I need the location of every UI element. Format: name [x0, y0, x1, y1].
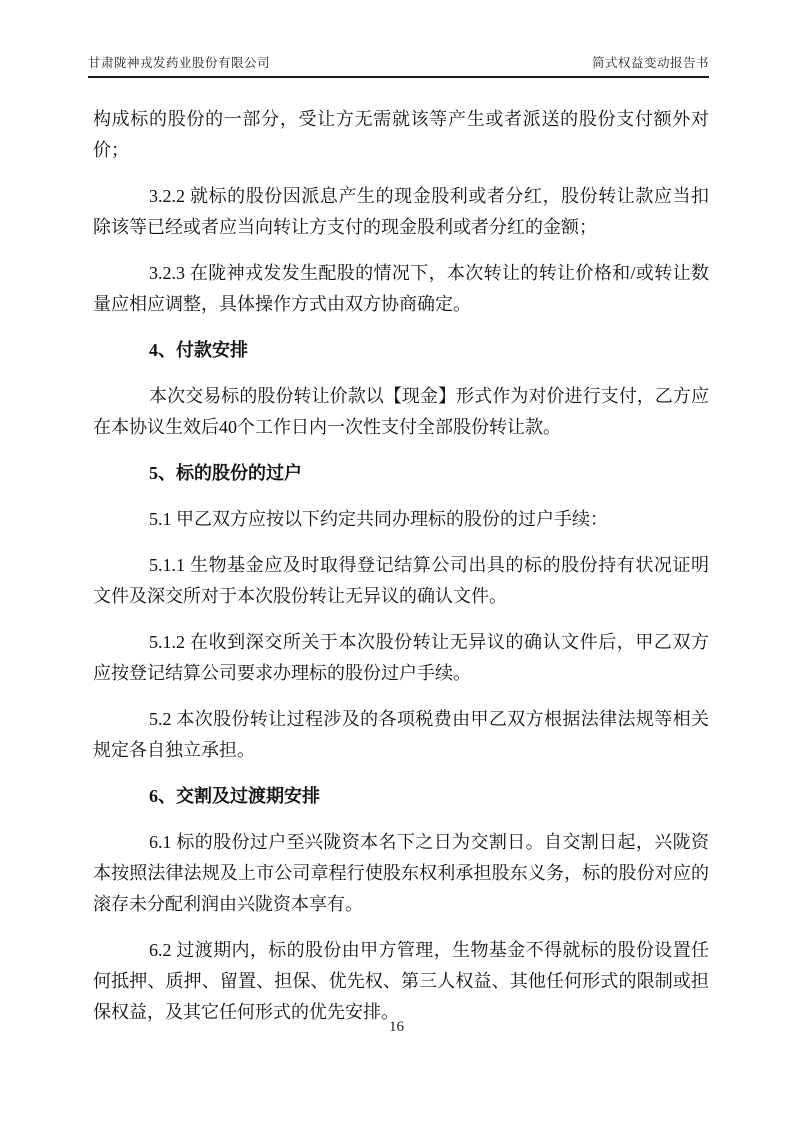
header-company-name: 甘肃陇神戎发药业股份有限公司 — [88, 56, 271, 70]
page-footer — [0, 1019, 793, 1036]
document-paragraph: 3.2.2 就标的股份因派息产生的现金股利或者分红，股份转让款应当扣除该等已经或者应当向转让方支付的现金股利或者分红的金额； — [93, 186, 709, 237]
page-number: 16 — [389, 1019, 404, 1035]
document-paragraph: 5.2 本次股份转让过程涉及的各项税费由甲乙双方根据法律法规等相关规定各自独立承担。 — [93, 709, 709, 760]
document-paragraph: 5.1 甲乙双方应按以下约定共同办理标的股份的过户手续： — [149, 509, 608, 529]
document-paragraph: 构成标的股份的一部分，受让方无需就该等产生或者派送的股份支付额外对价； — [93, 109, 709, 160]
document-paragraph: 6.2 过渡期内，标的股份由甲方管理，生物基金不得就标的股份设置任何抵押、质押、留置、担保、优先权、第三人权益、其他任何形式的限制或担保权益，及其它任何形式的优先安排。 — [93, 940, 709, 1022]
section-heading: 4、付款安排 — [149, 340, 248, 360]
document-paragraph: 5.1.1 生物基金应及时取得登记结算公司出具的标的股份持有状况证明文件及深交所对于本次股份转让无异议的确认文件。 — [93, 555, 709, 606]
page-header — [88, 53, 709, 78]
document-paragraph: 5.1.2 在收到深交所关于本次股份转让无异议的确认文件后，甲乙双方应按登记结算公司要求办理标的股份过户手续。 — [93, 632, 709, 683]
document-paragraph: 6.1 标的股份过户至兴陇资本名下之日为交割日。自交割日起，兴陇资本按照法律法规及上市公司章程行使股东权利承担股东义务，标的股份对应的滚存未分配利润由兴陇资本享有。 — [93, 832, 709, 914]
section-heading: 5、标的股份的过户 — [149, 463, 302, 483]
document-paragraph: 3.2.3 在陇神戎发发生配股的情况下，本次转让的转让价格和/或转让数量应相应调整，具体操作方式由双方协商确定。 — [93, 263, 709, 314]
section-heading: 6、交割及过渡期安排 — [149, 786, 320, 806]
header-report-title: 简式权益变动报告书 — [591, 56, 709, 70]
document-body — [93, 89, 709, 1043]
document-paragraph: 本次交易标的股份转让价款以【现金】形式作为对价进行支付，乙方应在本协议生效后40个工作日内一次性支付全部股份转让款。 — [93, 386, 709, 437]
